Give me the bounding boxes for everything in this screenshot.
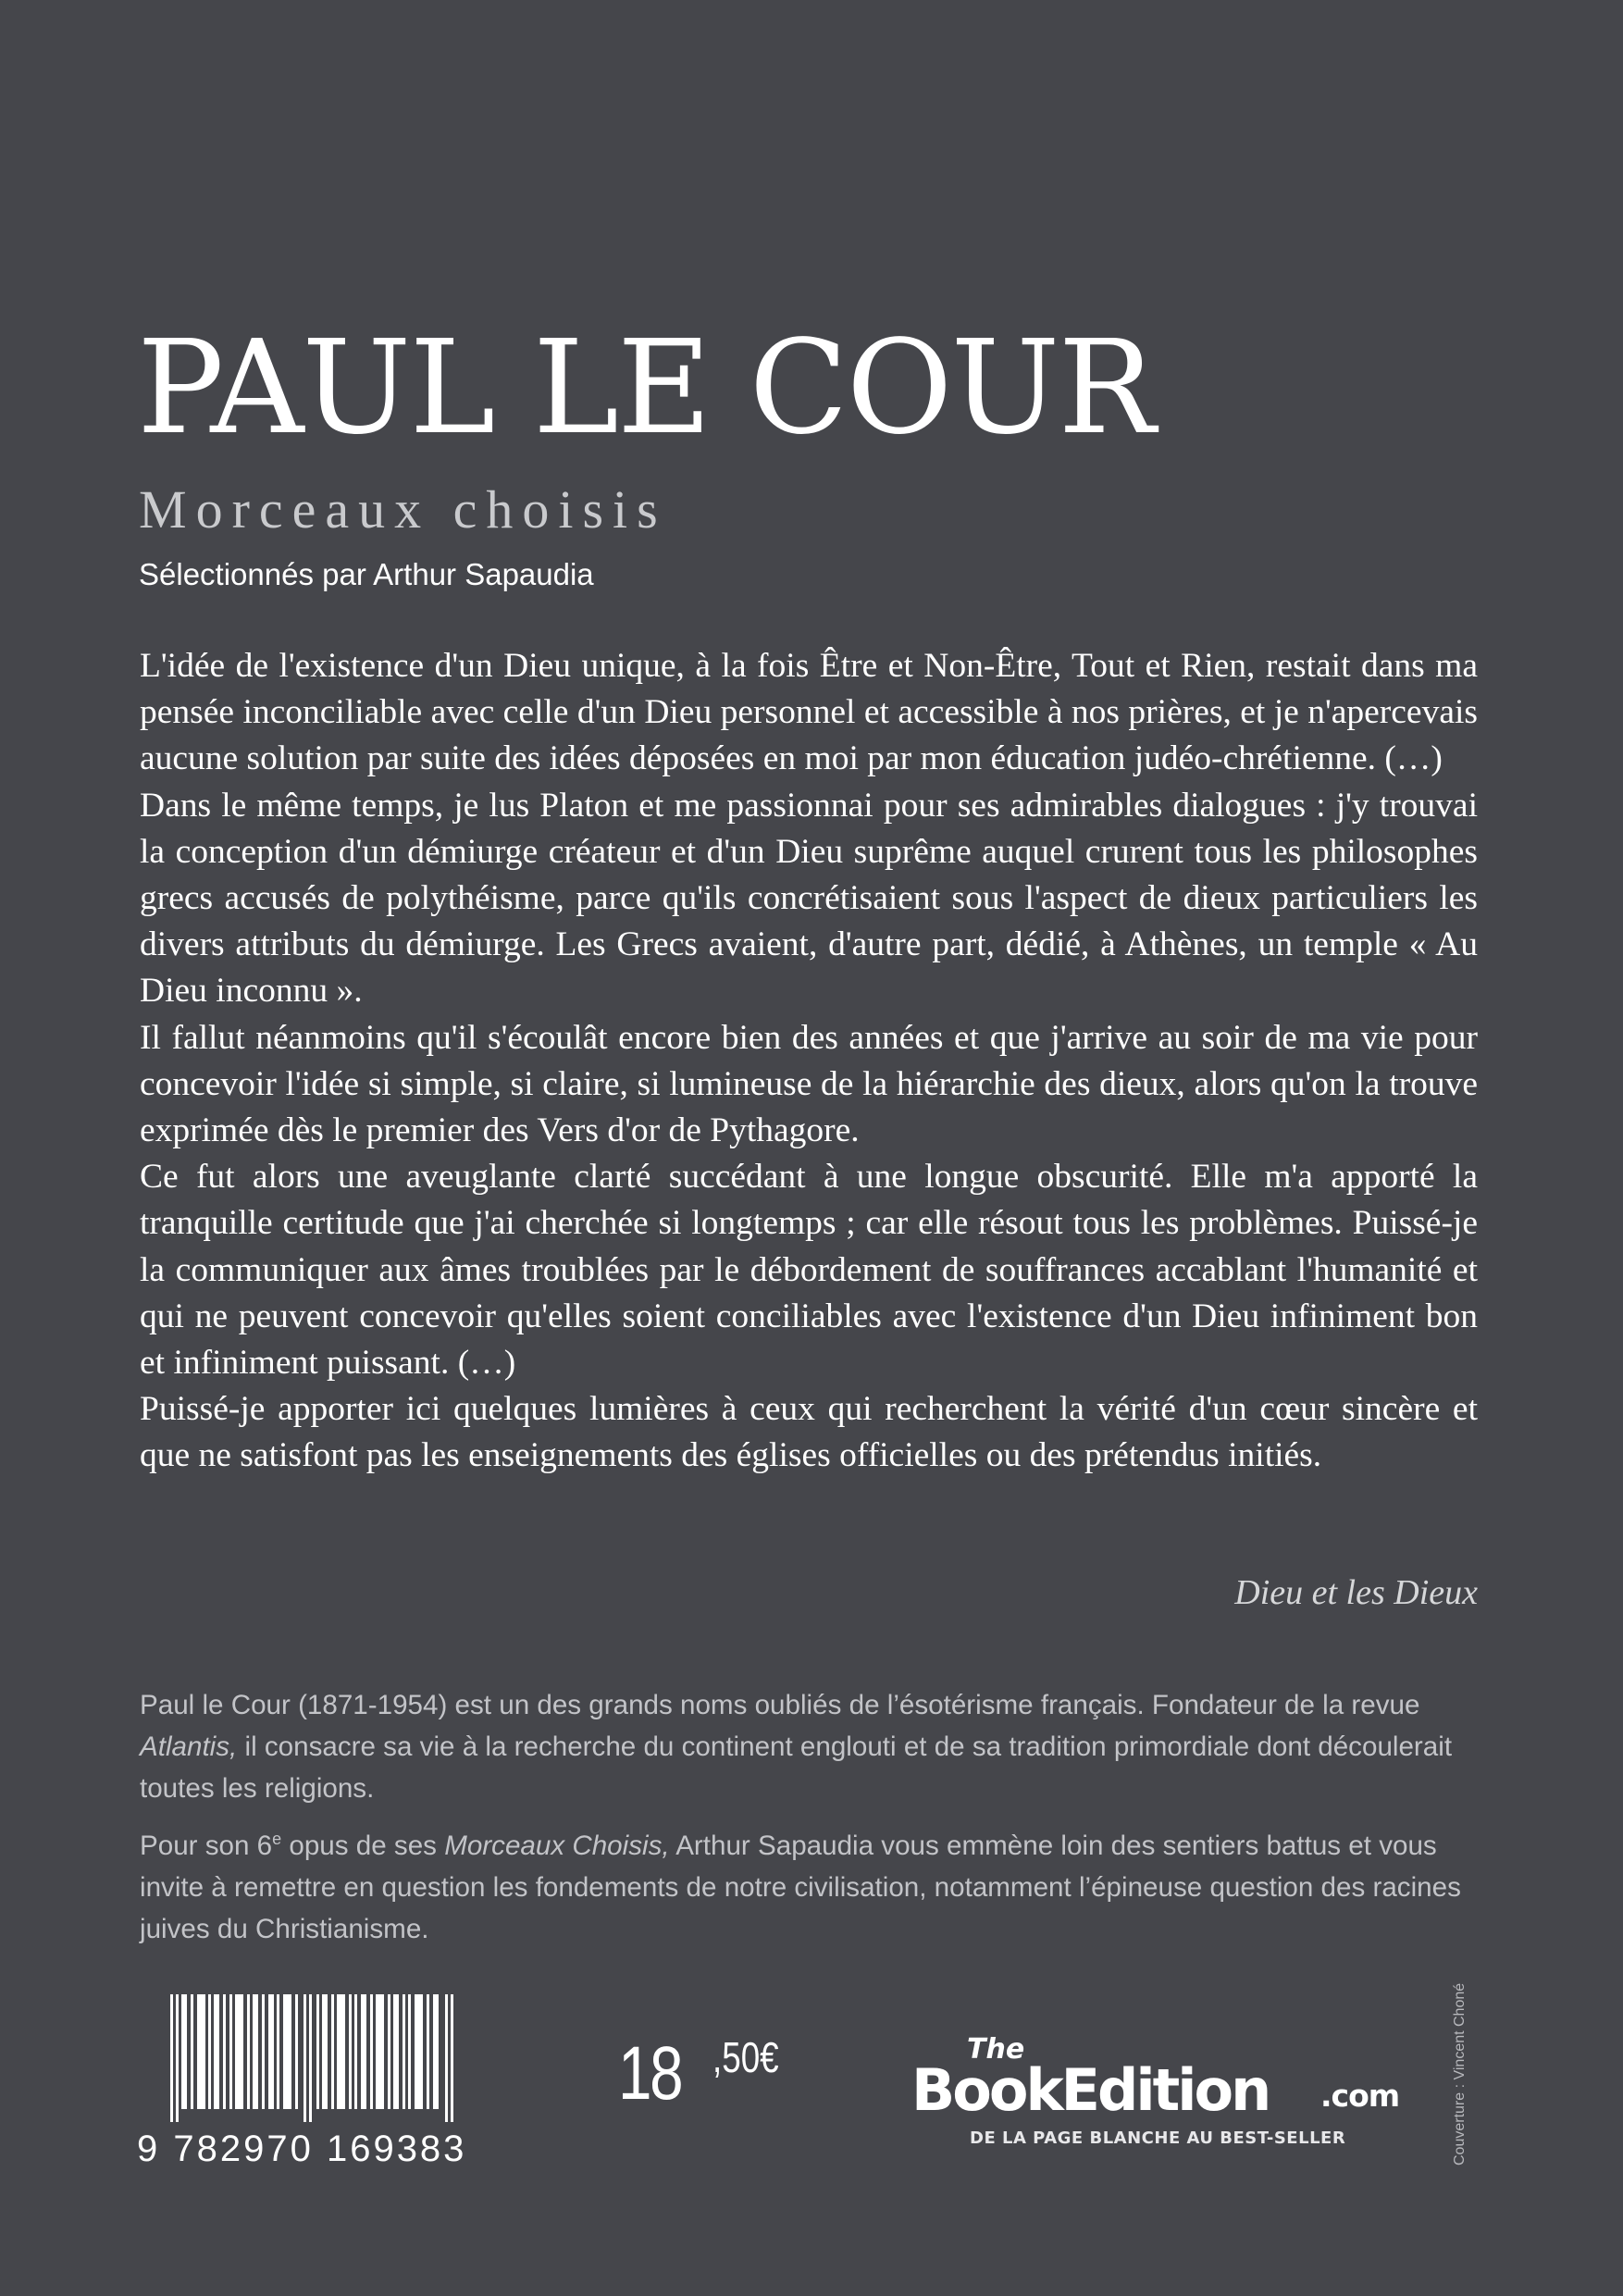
quote-paragraph: Puissé-je apporter ici quelques lumières à ceux qui recherchent la vérité d'un cœur sincère et que ne satisfont pas les enseignements des églises officielles ou des prétendus initiés.	[140, 1390, 1478, 1475]
barcode-icon	[170, 1994, 453, 2122]
quote-paragraph: L'idée de l'existence d'un Dieu unique, à la fois Être et Non-Être, Tout et Rien, restait dans ma pensée inconciliable avec celle d'un Dieu personnel et accessible à nos prières, et je n'apercevais aucune solution par suite des idées déposées en moi par mon éducation judéo-chrétienne. (…)	[140, 647, 1478, 778]
book-subtitle: Morceaux choisis	[139, 479, 667, 540]
publisher-logo-domain: .com	[1320, 2078, 1400, 2114]
ordinal-suffix: e	[272, 1830, 282, 1849]
bio-emphasis: Atlantis,	[140, 1731, 238, 1762]
quote-paragraph: Ce fut alors une aveuglante clarté succédant à une longue obscurité. Elle m'a apporté la tranquille certitude que j'ai cherchée si longtemps ; car elle résout tous les problèmes. Puissé-je la communiquer aux âmes troublées par le débordement de souffrances accablant l'humanité et qui ne peuvent concevoir qu'elles soient conciliables avec l'existence d'un Dieu infiniment bon et infiniment puissant. (…)	[140, 1158, 1478, 1383]
blurb-emphasis: Morceaux Choisis,	[444, 1831, 670, 1861]
price	[618, 2031, 779, 2116]
blurb-text: Arthur Sapaudia vous emmène loin des sentiers battus et vous invite à remettre en question les fondements de notre civilisation, notamment l’épineuse question des racines juives du Christianisme.	[140, 1831, 1461, 1944]
quote-block	[140, 643, 1478, 1480]
publisher-logo-the: The	[967, 2033, 1025, 2066]
author-bio	[140, 1684, 1478, 1809]
selected-by-line: Sélectionnés par Arthur Sapaudia	[139, 557, 594, 591]
publisher-tagline: DE LA PAGE BLANCHE AU BEST-SELLER	[970, 2128, 1346, 2148]
blurb-text: opus de ses	[281, 1831, 445, 1861]
publisher-logo-name: BookEdition	[911, 2056, 1270, 2124]
blurb-text: Pour son 6	[140, 1831, 273, 1861]
bio-text: il consacre sa vie à la recherche du continent englouti et de sa tradition primordiale dont découlerait toutes les religions.	[140, 1731, 1453, 1804]
quote-source: Dieu et les Dieux	[1234, 1573, 1478, 1612]
isbn-digits: 9 782970 169383	[137, 2128, 467, 2169]
price-main: 18	[618, 2031, 682, 2116]
price-cents: ,50€	[712, 2033, 779, 2081]
author-name: PAUL LE COUR	[137, 313, 1154, 464]
quote-paragraph: Il fallut néanmoins qu'il s'écoulât encore bien des années et que j'arrive au soir de ma vie pour concevoir l'idée si simple, si claire, si lumineuse de la hiérarchie des dieux, alors qu'on la trouve exprimée dès le premier des Vers d'or de Pythagore.	[140, 1018, 1478, 1150]
publisher-logo	[911, 2033, 1411, 2156]
series-blurb	[140, 1825, 1478, 1950]
cover-credit: Couverture : Vincent Choné	[1452, 1982, 1468, 2166]
quote-paragraph: Dans le même temps, je lus Platon et me passionnai pour ses admirables dialogues : j'y trouvai la conception d'un démiurge créateur et d'un Dieu suprême auquel crurent tous les philosophes grecs accusés de polythéisme, parce qu'ils concrétisaient sous l'aspect de dieux particuliers les divers attributs du démiurge. Les Grecs avaient, d'autre part, dédié, à Athènes, un temple « Au Dieu inconnu ».	[140, 786, 1478, 1011]
bio-text: Paul le Cour (1871-1954) est un des grands noms oubliés de l’ésotérisme français. Fondateur de la revue	[140, 1690, 1420, 1720]
